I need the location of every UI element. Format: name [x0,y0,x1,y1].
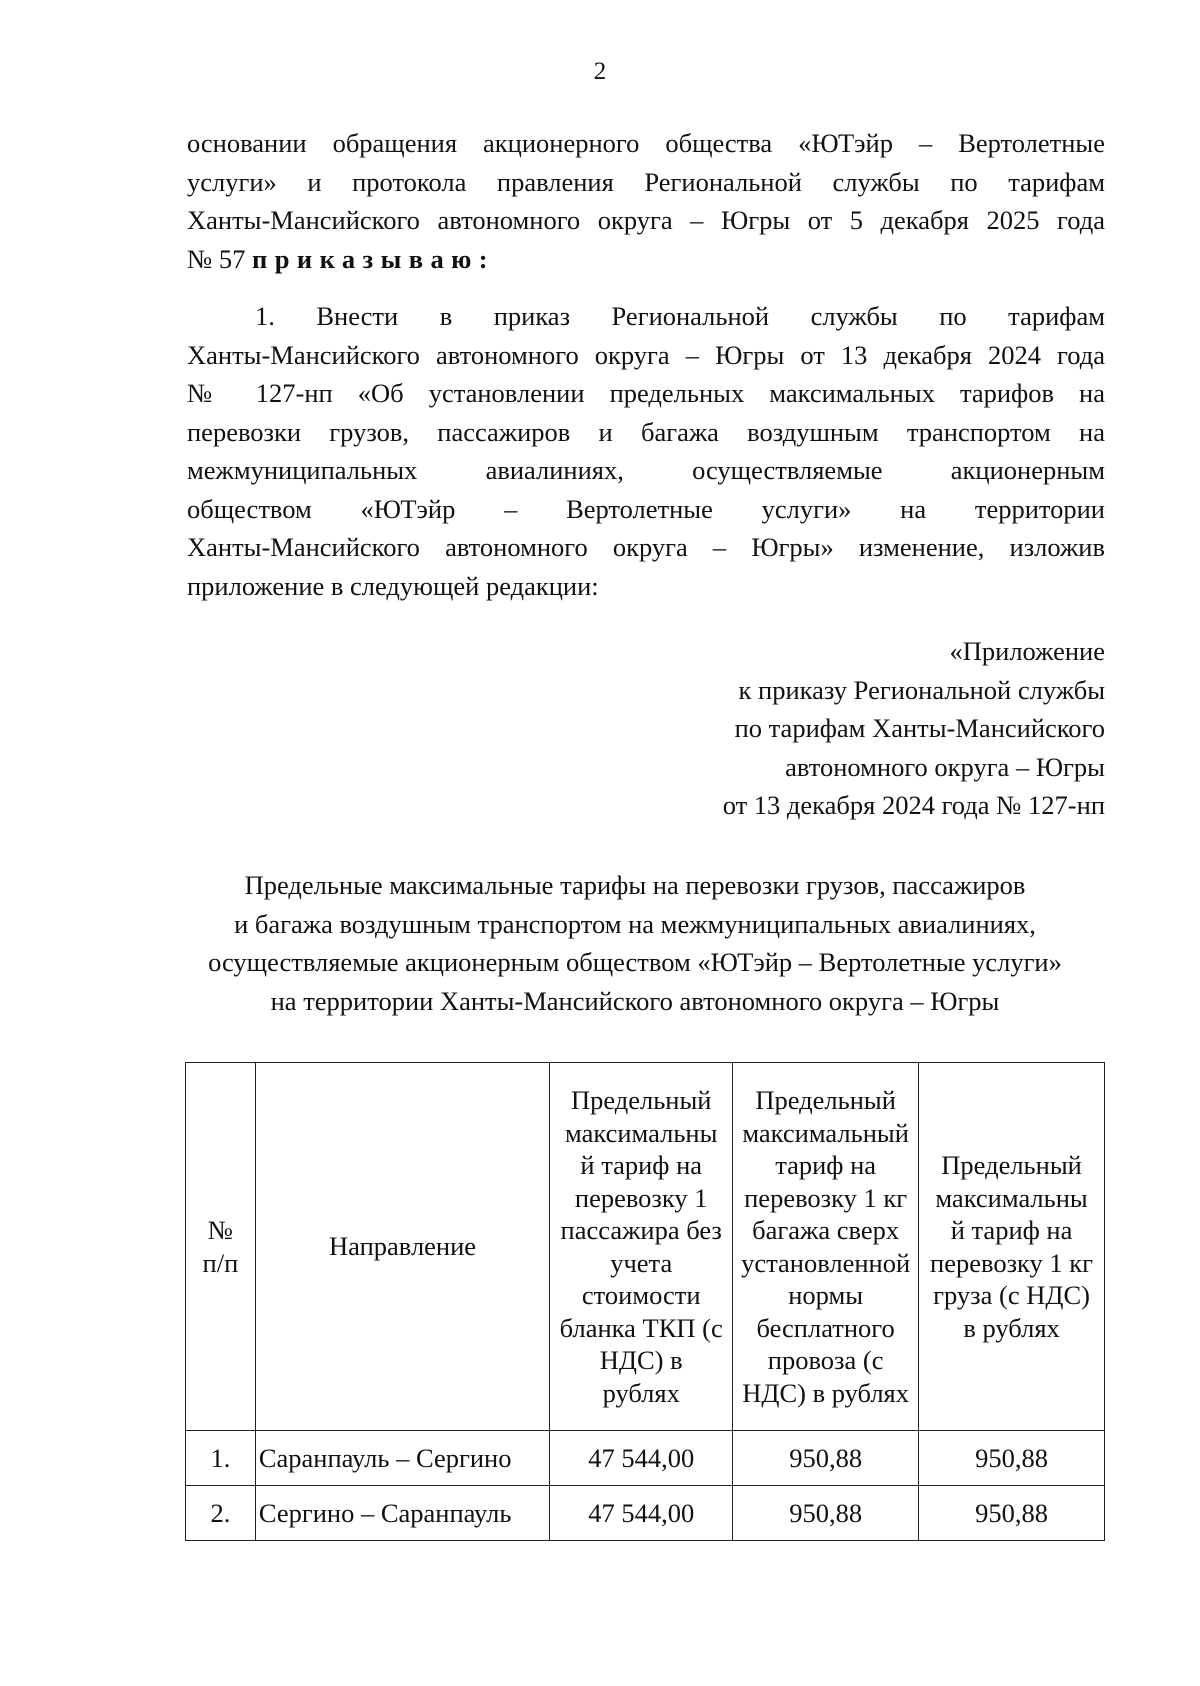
header-line: установленной [741,1247,911,1278]
row-cargo-tariff: 950,88 [919,1431,1105,1486]
header-cargo-tariff [919,1063,1105,1431]
header-line: максимальны [565,1117,718,1148]
header-route [255,1063,549,1431]
appendix-line: от 13 декабря 2024 года № 127-нп [722,790,1105,820]
header-line: п/п [202,1247,239,1278]
header-line: перевозку 1 [574,1182,708,1213]
item1-line: № 127-нп «Об установлении предельных максимальных тарифов на [187,378,1105,408]
intro-line [187,240,1105,279]
table-row [186,1486,1105,1541]
table-header-row [186,1063,1105,1431]
intro-line: основании обращения акционерного общества «ЮТэйр – Вертолетные [187,128,1105,158]
header-line: максимальный [742,1117,909,1148]
table-title [150,866,1120,1020]
intro-line: услуги» и протокола правления Региональной службы по тарифам [187,166,1105,197]
header-line: й тариф на [580,1150,703,1180]
header-line: пассажира без [560,1215,722,1245]
page-number: 2 [593,58,607,85]
header-line: бесплатного [756,1312,895,1343]
row-cargo-tariff: 950,88 [919,1486,1105,1541]
row-passenger-tariff: 47 544,00 [550,1431,733,1486]
header-line: й тариф на [950,1215,1073,1245]
item1-line: 1. Внести в приказ Региональной службы по тарифам [255,301,1105,331]
header-line: в рублях [963,1312,1060,1343]
intro-line: Ханты-Мансийского автономного округа – Югры от 5 декабря 2025 года [187,205,1105,235]
header-line: рублях [602,1377,680,1408]
header-line: багажа сверх [752,1215,900,1245]
tariff-table [185,1062,1105,1541]
row-route: Саранпауль – Сергино [255,1431,549,1486]
header-line: НДС) в [599,1345,683,1375]
item1-line: обществом «ЮТэйр – Вертолетные услуги» на территории [187,493,1105,524]
header-line: стоимости [581,1280,701,1310]
intro-paragraph [187,124,1105,278]
row-passenger-tariff: 47 544,00 [550,1486,733,1541]
title-line: осуществляемые акционерным обществом «ЮТэйр – Вертолетные услуги» [208,947,1062,977]
item1-line: перевозки грузов, пассажиров и багажа воздушным транспортом на [187,416,1105,447]
table-row [186,1431,1105,1486]
title-line: на территории Ханты-Мансийского автономного округа – Югры [270,985,1000,1016]
header-baggage-tariff [733,1063,919,1431]
header-line: НДС) в рублях [742,1377,909,1408]
header-line: № [207,1215,234,1245]
header-line: перевозку 1 кг [744,1182,908,1213]
item1-line: межмуниципальных авиалиниях, осуществляемые акционерным [187,455,1105,485]
header-line: бланка ТКП (с [559,1312,723,1343]
header-line: Предельный [570,1085,712,1115]
row-number: 2. [186,1486,256,1541]
header-line: Предельный [755,1085,896,1115]
header-line: тариф на [775,1150,877,1180]
appendix-line: по тарифам Ханты-Мансийского [734,713,1105,743]
item1-line: приложение в следующей редакции: [187,570,599,601]
header-number [186,1063,256,1431]
order-number: № 57 [187,243,253,274]
header-passenger-tariff [550,1063,733,1431]
header-line: нормы [788,1280,864,1310]
header-line: перевозку 1 кг [930,1247,1094,1278]
row-baggage-tariff: 950,88 [733,1431,919,1486]
header-line: груза (с НДС) [933,1280,1090,1310]
appendix-line: к приказу Региональной службы [738,674,1105,705]
item1-line: Ханты-Мансийского автономного округа – Югры» изменение, изложив [187,532,1105,562]
title-line: и багажа воздушным транспортом на межмуниципальных авиалиниях, [234,908,1036,939]
header-line: Направление [329,1231,477,1262]
row-number: 1. [186,1431,256,1486]
header-line: Предельный [941,1150,1082,1180]
header-line: максимальны [935,1182,1088,1213]
item1-line: Ханты-Мансийского автономного округа – Югры от 13 декабря 2024 года [187,339,1105,370]
appendix-header [505,632,1105,825]
appendix-line: «Приложение [949,636,1105,666]
appendix-line: автономного округа – Югры [785,751,1105,782]
header-line: провоза (с [767,1345,884,1375]
row-baggage-tariff: 950,88 [733,1486,919,1541]
item1-paragraph [187,297,1105,605]
row-route: Сергино – Саранпауль [255,1486,549,1541]
header-line: учета [610,1247,673,1278]
order-verb: приказываю: [252,243,496,274]
title-line: Предельные максимальные тарифы на перевозки грузов, пассажиров [244,870,1026,900]
